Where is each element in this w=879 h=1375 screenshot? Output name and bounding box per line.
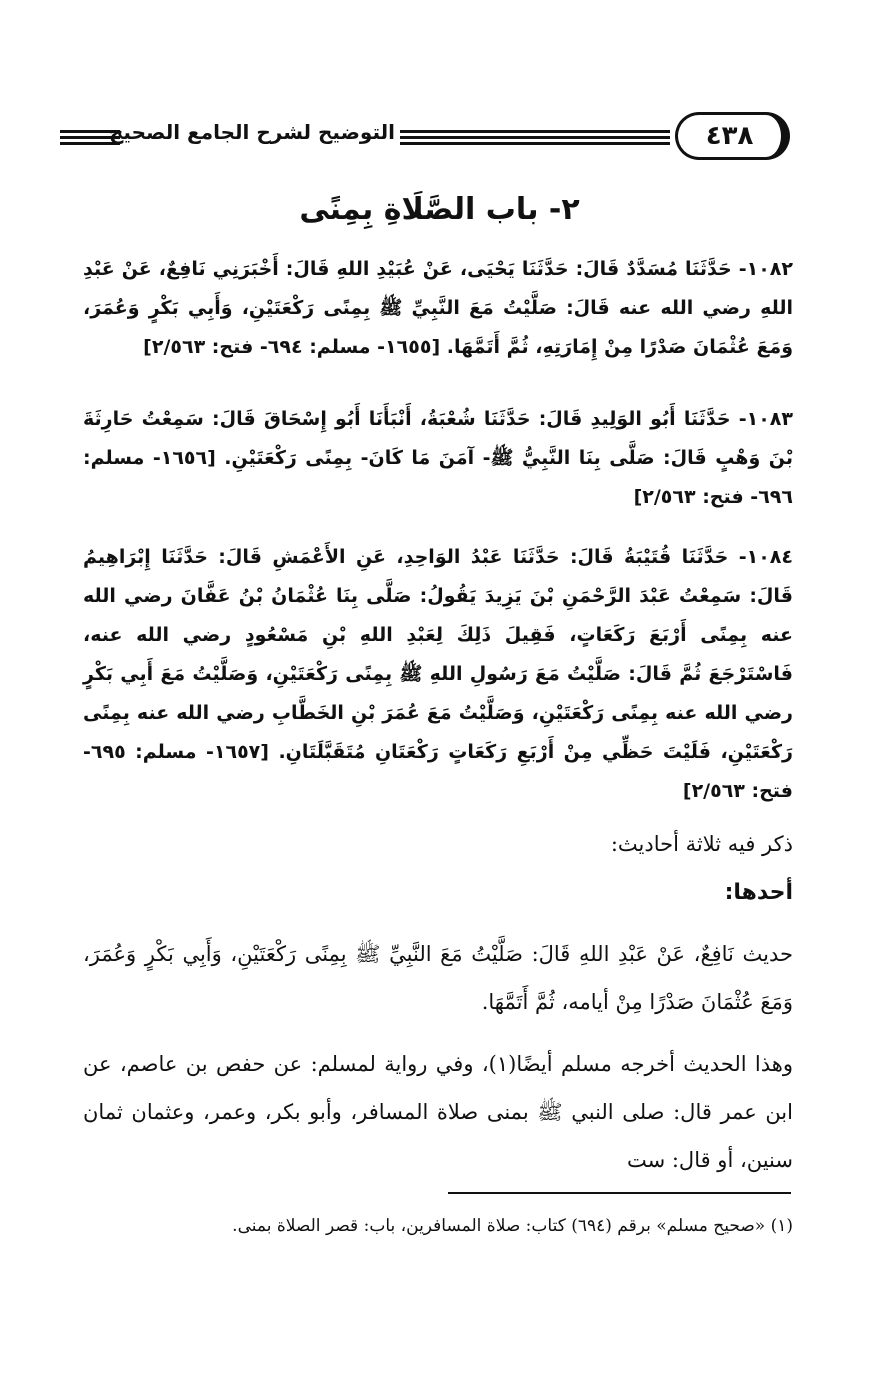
hadith-text: ١٠٨٢- حَدَّثَنَا مُسَدَّدٌ قَالَ: حَدَّثَنَا يَحْيَى، عَنْ عُبَيْدِ اللهِ قَالَ: أَخْبَرَنِي نَافِعٌ، عَنْ عَبْدِ اللهِ رضي الله عنه قَالَ: صَلَّيْتُ مَعَ النَّبِيِّ ﷺ بِمِنًى رَكْعَتَيْنِ، وَأَبِي بَكْرٍ وَعُمَرَ، وَمَعَ عُثْمَانَ صَدْرًا مِنْ إِمَارَتِهِ، ثُمَّ أَتَمَّهَا.: [83, 258, 793, 358]
hadith-references: [١٦٥٥- مسلم: ٦٩٤- فتح: ٢/٥٦٣]: [143, 336, 441, 358]
footnote: (١) «صحيح مسلم» برقم (٦٩٤) كتاب: صلاة المسافرين، باب: قصر الصلاة بمنى.: [232, 1216, 793, 1236]
commentary-intro: ذكر فيه ثلاثة أحاديث:: [610, 832, 793, 856]
hadith-1084: [83, 538, 793, 811]
hadith-references: [١٦٥٦- مسلم: ٦٩٦- فتح: ٢/٥٦٣]: [83, 447, 793, 508]
page-header: [60, 112, 795, 162]
footnote-separator: [448, 1192, 791, 1194]
header-rule-middle: [400, 130, 670, 145]
running-title: التوضيح لشرح الجامع الصحيح: [109, 120, 395, 144]
page-number: ٤٣٨: [675, 112, 790, 160]
first-heading: أحدها:: [724, 880, 793, 905]
commentary-paragraph: وهذا الحديث أخرجه مسلم أيضًا(١)، وفي رواية لمسلم: عن حفص بن عاصم، عن ابن عمر قال: صلى النبي ﷺ بمنى صلاة المسافر، وأبو بكر، وعمر، وعثمان ثمان سنين، أو قال: ست: [83, 1052, 793, 1172]
hadith-text: ١٠٨٣- حَدَّثَنَا أَبُو الوَلِيدِ قَالَ: حَدَّثَنَا شُعْبَةُ، أَنْبَأَنَا أَبُو إِسْحَاقَ قَالَ: سَمِعْتُ حَارِثَةَ بْنَ وَهْبٍ قَالَ: صَلَّى بِنَا النَّبِيُّ ﷺ- آمَنَ مَا كَانَ- بِمِنًى رَكْعَتَيْنِ.: [83, 408, 793, 469]
hadith-1083: [83, 400, 793, 517]
hadith-text: ١٠٨٤- حَدَّثَنَا قُتَيْبَةُ قَالَ: حَدَّثَنَا عَبْدُ الوَاحِدِ، عَنِ الأَعْمَشِ قَالَ: حَدَّثَنَا إِبْرَاهِيمُ قَالَ: سَمِعْتُ عَبْدَ الرَّحْمَنِ بْنَ يَزِيدَ يَقُولُ: صَلَّى بِنَا عُثْمَانُ بْنُ عَفَّانَ رضي الله عنه بِمِنًى أَرْبَعَ رَكَعَاتٍ، فَقِيلَ ذَلِكَ لِعَبْدِ اللهِ بْنِ مَسْعُودٍ رضي الله عنه، فَاسْتَرْجَعَ ثُمَّ قَالَ: صَلَّيْتُ مَعَ رَسُولِ اللهِ ﷺ بِمِنًى رَكْعَتَيْنِ، وَصَلَّيْتُ مَعَ أَبِي بَكْرٍ رضي الله عنه بِمِنًى رَكْعَتَيْنِ، وَصَلَّيْتُ مَعَ عُمَرَ بْنِ الخَطَّابِ رضي الله عنه بِمِنًى رَكْعَتَيْنِ، فَلَيْتَ حَظِّي مِنْ أَرْبَعِ رَكَعَاتٍ رَكْعَتَانِ مُتَقَبَّلَتَانِ.: [83, 546, 793, 763]
chapter-title: ٢- باب الصَّلَاةِ بِمِنًى: [299, 192, 580, 227]
first-hadith-quote: حديث نَافِعٌ، عَنْ عَبْدِ اللهِ قَالَ: صَلَّيْتُ مَعَ النَّبِيِّ ﷺ بِمِنًى رَكْعَتَيْنِ، وَأَبِي بَكْرٍ وَعُمَرَ، وَمَعَ عُثْمَانَ صَدْرًا مِنْ أيامه، ثُمَّ أَتَمَّهَا.: [83, 942, 793, 1014]
hadith-1082: [83, 250, 793, 367]
hadith-references: [١٦٥٧- مسلم: ٦٩٥- فتح: ٢/٥٦٣]: [83, 741, 793, 802]
